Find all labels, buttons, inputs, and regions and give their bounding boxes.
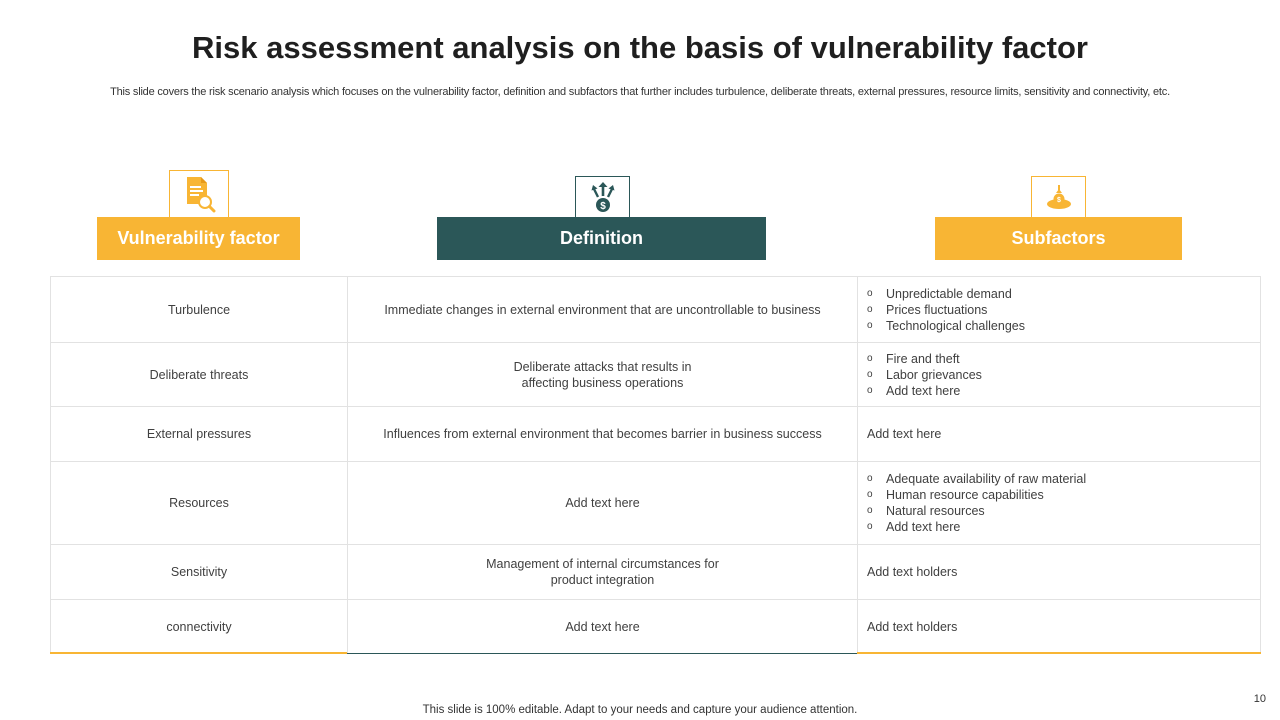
definition-cell: Add text here [348, 600, 858, 653]
subfactors-cell [858, 462, 1260, 544]
bullet-icon: o [867, 505, 873, 516]
footer-note: This slide is 100% editable. Adapt to your needs and capture your audience attention. [422, 704, 858, 716]
subfactors-cell: Add text here [867, 427, 942, 441]
list-item: o Adequate availability of raw material [867, 472, 1087, 486]
list-item: o Human resource capabilities [867, 488, 1044, 502]
list-item: o Natural resources [867, 504, 985, 518]
bullet-icon: o [867, 352, 873, 364]
table-row [51, 544, 1260, 599]
definition-line: product integration [550, 573, 655, 587]
table-row [51, 342, 1260, 406]
vulnerability-icon-box [169, 170, 229, 217]
table-row [51, 277, 1260, 342]
list-item: o Labor grievances [867, 367, 982, 382]
bullet-icon: o [867, 287, 873, 299]
factor-cell: Resources [51, 462, 348, 544]
table-row [51, 599, 1260, 653]
money-bag-icon [1045, 183, 1073, 211]
list-item: o Unpredictable demand [867, 286, 1012, 301]
factor-cell: Deliberate threats [51, 343, 348, 406]
definition-line: Management of internal circumstances for [486, 557, 719, 571]
table-row [51, 406, 1260, 461]
definition-line: affecting business operations [521, 375, 684, 390]
subfactors-cell: Add text holders [867, 619, 958, 634]
column1-accent-bar [50, 652, 347, 654]
document-search-icon [182, 175, 216, 213]
list-item: o Prices fluctuations [867, 302, 988, 317]
list-item: o Add text here [867, 520, 961, 534]
svg-text:$: $ [599, 201, 606, 212]
factor-cell: External pressures [51, 407, 348, 461]
bullet-icon: o [867, 303, 873, 315]
slide-subtitle: This slide covers the risk scenario analysis which focuses on the vulnerability factor, definition and subfactors that further includes turbulence, deliberate threats, external pressures, resource limits, sensitivity and connectivity, etc. [110, 86, 1170, 98]
bullet-icon: o [867, 521, 873, 532]
bullet-icon: o [867, 489, 873, 500]
definition-icon-box [575, 176, 630, 217]
bullet-icon: o [867, 368, 873, 380]
column3-accent-bar [857, 652, 1261, 654]
definition-line: Deliberate attacks that results in [513, 359, 692, 374]
factor-cell: connectivity [51, 600, 348, 653]
subfactors-icon-box [1031, 176, 1086, 217]
table-row [51, 461, 1260, 544]
bullet-icon: o [867, 473, 873, 484]
bullet-icon: o [867, 384, 873, 396]
definition-cell [348, 343, 858, 406]
subfactors-cell [858, 277, 1260, 342]
growth-money-icon [590, 181, 616, 213]
list-item: o Add text here [867, 383, 961, 398]
risk-table [50, 276, 1261, 654]
subfactors-cell [858, 343, 1260, 406]
list-item: o Fire and theft [867, 351, 960, 366]
header-label: Vulnerability factor [117, 228, 280, 248]
subfactor-list [867, 471, 1086, 535]
factor-cell: Turbulence [51, 277, 348, 342]
page-number: 10 [1253, 693, 1266, 705]
header-label: Subfactors [1011, 228, 1106, 248]
definition-cell: Immediate changes in external environment that are uncontrollable to business [348, 277, 858, 342]
header-definition [437, 217, 766, 260]
subfactors-cell: Add text holders [867, 565, 958, 579]
factor-cell: Sensitivity [51, 545, 348, 599]
header-subfactors [935, 217, 1182, 260]
definition-cell [348, 545, 858, 599]
subfactor-list [867, 351, 982, 399]
definition-cell: Add text here [348, 462, 858, 544]
slide-title: Risk assessment analysis on the basis of vulnerability factor [192, 30, 1088, 65]
header-vulnerability-factor [97, 217, 300, 260]
column2-accent-bar [347, 653, 857, 654]
list-item: o Technological challenges [867, 318, 1025, 333]
bullet-icon: o [867, 319, 873, 331]
subfactor-list [867, 286, 1025, 334]
definition-cell: Influences from external environment that becomes barrier in business success [348, 407, 858, 461]
svg-text:$: $ [1056, 197, 1061, 204]
header-label: Definition [560, 228, 643, 248]
